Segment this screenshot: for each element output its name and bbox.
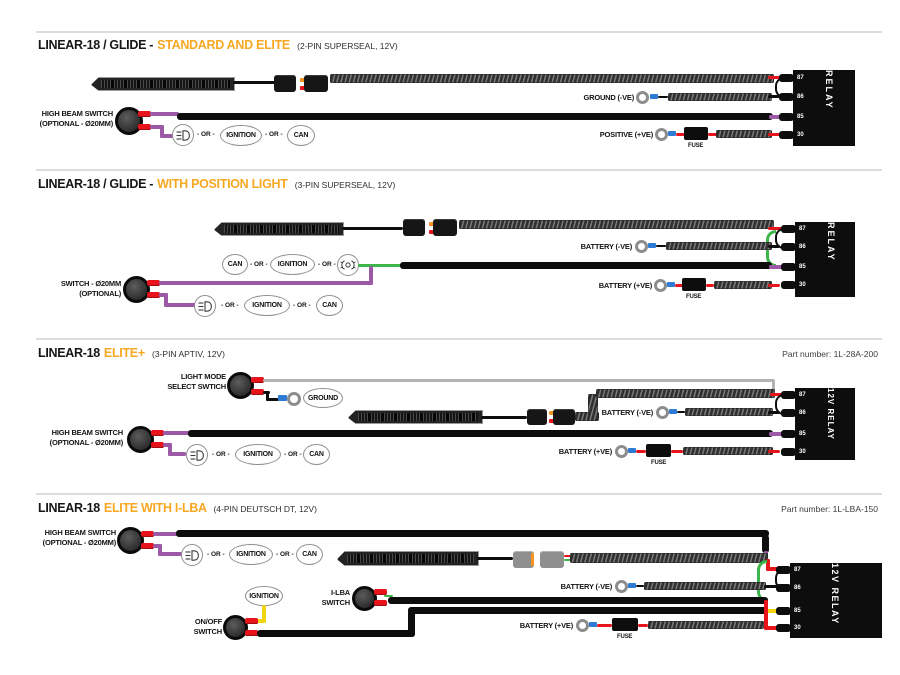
pin-87: 87 — [799, 392, 806, 398]
main-loom-braid — [570, 553, 768, 563]
or-text: - OR - — [212, 451, 230, 458]
wire-red-fuse-out — [638, 624, 648, 627]
ground-label: GROUND (-VE) — [583, 93, 634, 102]
relay-pin-stub-86 — [776, 584, 791, 592]
part-number: Part number: 1L-LBA-150 — [781, 504, 878, 514]
or-text: - OR - — [276, 551, 294, 558]
can-oval: CAN — [222, 254, 248, 275]
switch-cable — [176, 530, 769, 537]
fuse-label: FUSE — [617, 634, 633, 640]
battery-pos-label: BATTERY (+VE) — [558, 447, 612, 456]
pin-30: 30 — [799, 282, 806, 288]
fuse-label: FUSE — [688, 143, 704, 149]
wire-red-fuse-in — [597, 624, 612, 627]
neg-braid — [644, 582, 766, 590]
label-line2: (OPTIONAL - Ø20MM) — [39, 118, 113, 128]
pin-86: 86 — [799, 244, 806, 250]
onoff-cable-v — [408, 610, 415, 637]
battery-neg-label: BATTERY (-VE) — [560, 582, 612, 591]
red-crimp — [374, 600, 387, 606]
wire-purple-top — [153, 532, 178, 536]
blue-crimp-pos — [589, 622, 597, 627]
or-text: - OR - — [250, 261, 268, 268]
relay-label: RELAY — [824, 70, 834, 110]
blue-crimp-neg — [628, 583, 636, 588]
title-highlight: WITH POSITION LIGHT — [157, 177, 288, 191]
positive-label: POSITIVE (+VE) — [599, 130, 653, 139]
fuse-label: FUSE — [651, 460, 667, 466]
lamp-wire — [477, 557, 513, 560]
label-line2: SWITCH — [193, 626, 222, 636]
label-line1: SWITCH - Ø20MM — [60, 279, 121, 288]
or-text: - OR - — [207, 551, 225, 558]
pin-85: 85 — [794, 608, 801, 614]
ignition-oval: IGNITION — [235, 444, 281, 465]
relay-label: 12V RELAY — [830, 563, 840, 625]
title-highlight: STANDARD AND ELITE — [157, 38, 290, 52]
pin-87: 87 — [794, 567, 801, 573]
ilba-switch-label — [322, 588, 350, 608]
wire-purple-to-icon — [158, 552, 182, 556]
pin-30: 30 — [797, 132, 804, 138]
label-line2: SELECT SWTICH — [167, 381, 226, 391]
label-line2: SWITCH — [321, 597, 350, 607]
title-highlight: ELITE+ — [103, 346, 145, 360]
battery-pos-label: BATTERY (+VE) — [598, 281, 652, 290]
title-spec: (3-PIN APTIV, 12V) — [152, 349, 225, 359]
ignition-oval: IGNITION — [220, 125, 262, 146]
ignition-oval: IGNITION — [229, 544, 273, 565]
ignition-oval: IGNITION — [270, 254, 315, 275]
pin-87: 87 — [797, 75, 804, 81]
pin-86: 86 — [797, 94, 804, 100]
label-line1: HIGH BEAM SWITCH — [41, 109, 113, 118]
label-line1: I-LBA — [331, 588, 350, 597]
led-row — [347, 554, 474, 563]
pin-30: 30 — [794, 625, 801, 631]
or-text: - OR - — [221, 302, 239, 309]
relay-pin-stub-87 — [776, 566, 791, 574]
or-text: - OR - — [318, 261, 336, 268]
onoff-cable-h1 — [257, 630, 415, 637]
label-line1: ON/OFF — [194, 617, 222, 626]
high-beam-switch — [117, 527, 144, 554]
title-highlight: ELITE WITH I-LBA — [103, 501, 207, 515]
connector-seal-orange — [531, 553, 534, 566]
title-prefix: LINEAR-18 / GLIDE - — [38, 177, 154, 191]
battery-pos-label: BATTERY (+VE) — [519, 621, 573, 630]
relay-pin-stub-30 — [776, 624, 791, 632]
headlight-icon — [181, 544, 203, 566]
section-title — [38, 501, 317, 515]
fuse-label: FUSE — [686, 294, 702, 300]
relay-pin-stub-85 — [776, 607, 791, 615]
label-line2: (OPTIONAL - Ø20MM) — [49, 437, 123, 447]
label-line1: HIGH BEAM SWITCH — [44, 528, 116, 537]
red-crimp — [245, 618, 258, 624]
or-text: - OR - — [284, 451, 302, 458]
high-beam-switch-label — [43, 528, 116, 548]
label-line1: HIGH BEAM SWITCH — [51, 428, 123, 437]
title-spec: (2-PIN SUPERSEAL, 12V) — [297, 41, 398, 51]
deutsch-connector-harness-side — [540, 551, 564, 568]
can-oval: CAN — [296, 544, 323, 565]
can-oval: CAN — [316, 295, 343, 316]
pin-86: 86 — [794, 585, 801, 591]
neg-wire — [636, 585, 644, 587]
pin-86: 86 — [799, 410, 806, 416]
or-text: - OR - — [265, 131, 283, 138]
label-line1: LIGHT MODE — [180, 372, 226, 381]
onoff-switch-label — [194, 617, 222, 637]
pin-30: 30 — [799, 449, 806, 455]
title-prefix: LINEAR-18 — [38, 346, 100, 360]
can-oval: CAN — [303, 444, 330, 465]
pin-87: 87 — [799, 226, 806, 232]
or-text: - OR - — [197, 131, 215, 138]
section-divider — [36, 493, 882, 495]
title-prefix: LINEAR-18 — [38, 501, 100, 515]
title-spec: (4-PIN DEUTSCH DT, 12V) — [213, 504, 317, 514]
or-text: - OR - — [293, 302, 311, 309]
title-spec: (3-PIN SUPERSEAL, 12V) — [294, 180, 396, 190]
pin-85: 85 — [799, 431, 806, 437]
ring-terminal-pos — [576, 619, 589, 632]
relay-label: 12V RELAY — [826, 388, 835, 440]
wire-green-loop — [757, 560, 767, 602]
ilba-cable — [388, 597, 768, 604]
light-bar — [337, 551, 479, 566]
label-line2: (OPTIONAL - Ø20MM) — [42, 537, 116, 547]
battery-neg-label: BATTERY (-VE) — [580, 242, 632, 251]
battery-neg-label: BATTERY (-VE) — [601, 408, 653, 417]
relay-label: RELAY — [826, 222, 836, 262]
fuse — [612, 618, 638, 631]
can-oval: CAN — [287, 125, 315, 146]
ignition-oval: IGNITION — [244, 295, 290, 316]
onoff-cable-h2 — [408, 607, 768, 614]
pin-85: 85 — [797, 114, 804, 120]
ignition-oval: IGNITION — [245, 586, 283, 606]
label-line2: (OPTIONAL) — [79, 288, 121, 298]
pin-85: 85 — [799, 264, 806, 270]
title-prefix: LINEAR-18 / GLIDE - — [38, 38, 154, 52]
part-number: Part number: 1L-28A-200 — [782, 349, 878, 359]
ground-oval: GROUND — [303, 388, 343, 408]
ring-terminal-neg — [615, 580, 628, 593]
pos-braid — [648, 621, 764, 629]
